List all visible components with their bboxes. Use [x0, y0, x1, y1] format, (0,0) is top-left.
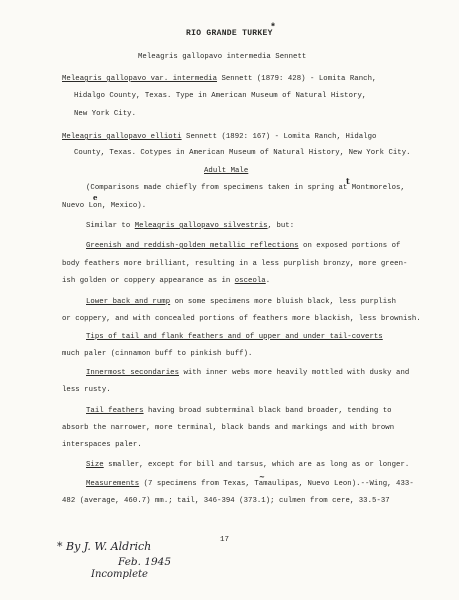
character-2-line-2: or coppery, and with concealed portions of feathers more blackish, less brownish.: [62, 315, 421, 323]
synonymy-entry-1-line-3: New York City.: [74, 110, 137, 118]
handwritten-note-line-3: Incomplete: [91, 569, 148, 580]
character-text: smaller, except for bill and tarsus, which are as long as or longer.: [103, 461, 410, 469]
character-4-line-2: less rusty.: [62, 386, 111, 394]
character-1-line-2: body feathers more brilliant, resulting in a less purplish bronzy, more green-: [62, 260, 408, 268]
handwritten-note-line-2: Feb. 1945: [118, 556, 172, 568]
handwritten-correction-mark: t: [346, 176, 350, 186]
synonym-name: Meleagris gallopavo var. intermedia: [62, 75, 218, 83]
section-heading: Adult Male: [204, 167, 249, 175]
measurements-line-2: 482 (average, 460.7) mm.; tail, 346-394 (373.1); culmen from cere, 33.5-37: [62, 497, 390, 505]
comparison-note-line-2: [62, 202, 146, 211]
measurements-text: (7 specimens from Texas, Tamaulipas, Nuevo Leon).--Wing, 433-: [139, 480, 414, 488]
character-text: with inner webs more heavily mottled with dusky and: [179, 369, 410, 377]
synonym-citation: Sennett (1892: 167) - Lomita Ranch, Hidalgo: [181, 133, 377, 141]
synonymy-entry-2-line-2: County, Texas. Cotypes in American Museum of Natural History, New York City.: [74, 149, 411, 157]
character-heading: Size: [86, 461, 104, 469]
similar-to-post: , but:: [267, 222, 295, 230]
similar-to-line: [86, 222, 294, 231]
measurements-line-1: [86, 480, 414, 489]
character-2-line-1: [86, 298, 396, 307]
comparison-text-d: on, Mexico).: [93, 202, 147, 210]
comparison-text-c: Nuevo L: [62, 202, 94, 210]
character-heading: Greenish and reddish-golden metallic reflections: [86, 242, 299, 250]
handwritten-accent-mark: e: [93, 193, 98, 202]
character-heading: Tail feathers: [86, 407, 144, 415]
character-5-line-3: interspaces paler.: [62, 441, 142, 449]
synonymy-entry-1-line-2: Hidalgo County, Texas. Type in American Museum of Natural History,: [74, 92, 367, 100]
synonym-citation: Sennett (1879: 428) - Lomita Ranch,: [217, 75, 377, 83]
similar-to-pre: Similar to: [86, 222, 135, 230]
title-text: RIO GRANDE TURKEY: [186, 29, 273, 38]
measurements-label: Measurements: [86, 480, 140, 488]
document-title: [186, 29, 273, 38]
handwritten-tilde-mark: ~: [259, 472, 265, 481]
page-number: 17: [220, 536, 230, 544]
character-text: on some specimens more bluish black, less purplish: [170, 298, 397, 306]
character-1-line-3: ish golden or coppery appearance as in osceola.: [62, 277, 271, 285]
similar-to-name: Meleagris gallopavo silvestris: [134, 222, 268, 230]
character-heading: Innermost secondaries: [86, 369, 180, 377]
character-3-line-1: [86, 333, 383, 342]
document-subtitle: Meleagris gallopavo intermedia Sennett: [138, 53, 307, 61]
synonymy-entry-2: [62, 133, 376, 142]
character-4-line-1: [86, 369, 409, 378]
title-asterisk: *: [270, 23, 277, 34]
character-heading: Tips of tail and flank feathers and of upper and under tail-coverts: [86, 333, 383, 341]
synonym-name: Meleagris gallopavo ellioti: [62, 133, 182, 141]
character-3-line-2: much paler (cinnamon buff to pinkish buff).: [62, 350, 253, 358]
comparison-text-a: (Comparisons made chiefly from specimens taken in spring at Mont: [86, 184, 370, 192]
comparison-note-line-1: [86, 184, 405, 193]
comparison-text-b: morelos,: [369, 184, 405, 192]
species-name-osceola: osceola: [234, 277, 266, 285]
character-text: having broad subterminal black band broader, tending to: [143, 407, 392, 415]
character-6-line-1: [86, 461, 409, 470]
character-5-line-1: [86, 407, 392, 416]
character-5-line-2: absorb the narrower, more terminal, black bands and markings and with brown: [62, 424, 395, 432]
handwritten-note-line-1: * By J. W. Aldrich: [57, 540, 152, 553]
character-heading: Lower back and rump: [86, 298, 171, 306]
character-text: on exposed portions of: [298, 242, 401, 250]
synonymy-entry-1: [62, 75, 376, 84]
character-1-line-1: [86, 242, 400, 251]
